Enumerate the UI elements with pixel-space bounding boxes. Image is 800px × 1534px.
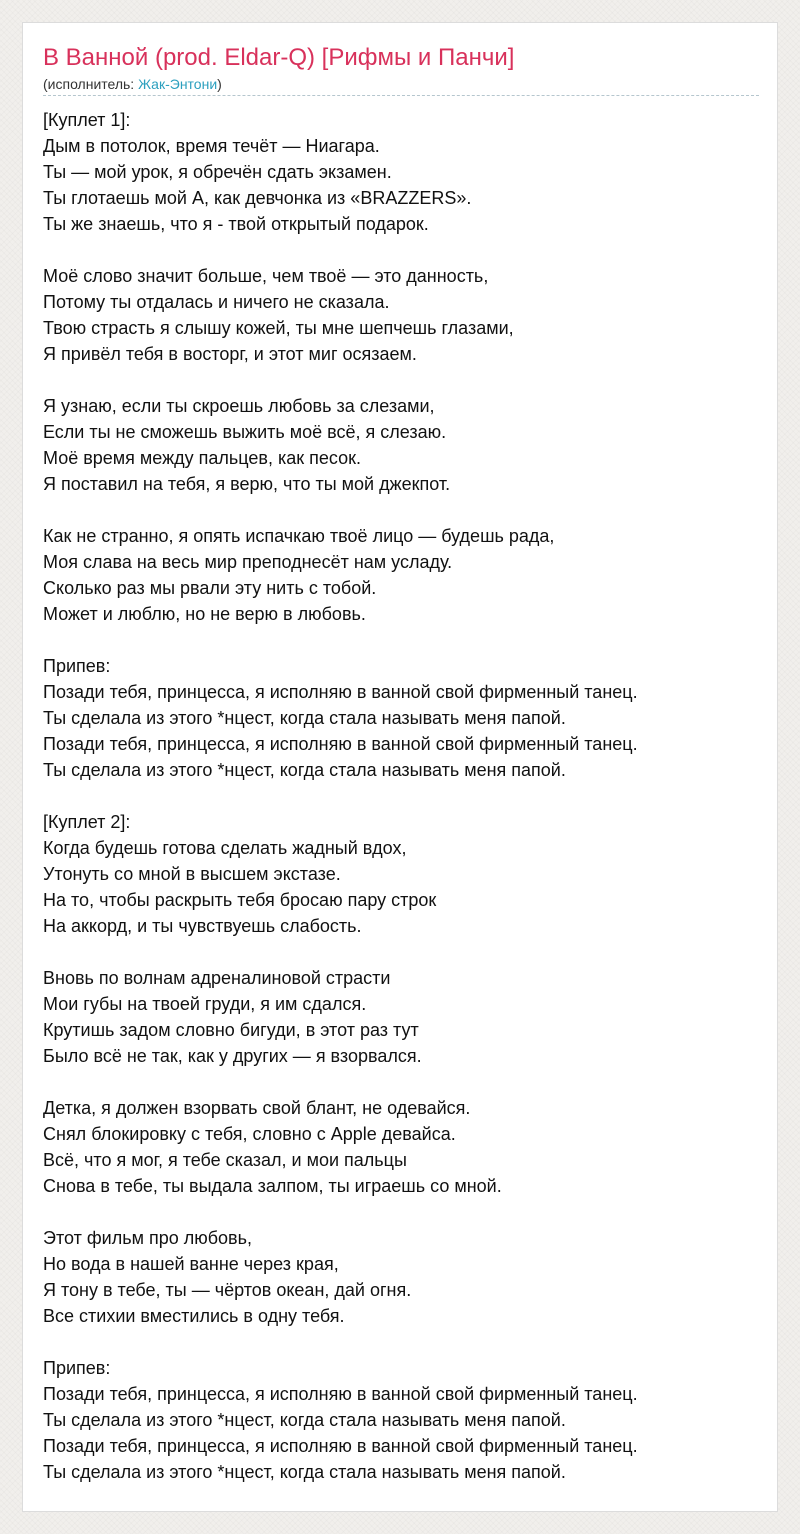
artist-prefix: (исполнитель: [43,76,139,92]
lyric-line: Моё время между пальцев, как песок. [43,448,361,468]
lyrics-stanza [43,1095,763,1199]
lyric-line: Этот фильм про любовь, [43,1228,252,1248]
lyric-line: Моё слово значит больше, чем твоё — это данность, [43,266,489,286]
lyric-line: Я тону в тебе, ты — чёртов океан, дай огня. [43,1280,412,1300]
lyric-line: Все стихии вместились в одну тебя. [43,1306,345,1326]
lyric-line: Если ты не сможешь выжить моё всё, я слезаю. [43,422,447,442]
lyric-line: Твою страсть я слышу кожей, ты мне шепчешь глазами, [43,318,514,338]
lyric-line: Может и люблю, но не верю в любовь. [43,604,366,624]
lyric-line: Позади тебя, принцесса, я исполняю в ванной свой фирменный танец. [43,734,638,754]
lyric-line: Позади тебя, принцесса, я исполняю в ванной свой фирменный танец. [43,1384,638,1404]
lyric-line: Было всё не так, как у других — я взорвался. [43,1046,422,1066]
lyric-line: [Куплет 2]: [43,812,131,832]
lyric-line: На то, чтобы раскрыть тебя бросаю пару строк [43,890,437,910]
lyric-line: Ты же знаешь, что я - твой открытый подарок. [43,214,429,234]
lyric-line: Всё, что я мог, я тебе сказал, и мои пальцы [43,1150,407,1170]
lyric-line: Вновь по волнам адреналиновой страсти [43,968,391,988]
lyric-line: Потому ты отдалась и ничего не сказала. [43,292,390,312]
lyric-line: [Куплет 1]: [43,110,131,130]
lyric-line: Крутишь задом словно бигуди, в этот раз тут [43,1020,419,1040]
lyric-line: Я привёл тебя в восторг, и этот миг осязаем. [43,344,417,364]
lyric-line: Позади тебя, принцесса, я исполняю в ванной свой фирменный танец. [43,682,638,702]
artist-suffix: ) [217,76,222,92]
lyric-line: Утонуть со мной в высшем экстазе. [43,864,341,884]
lyric-line: Когда будешь готова сделать жадный вдох, [43,838,407,858]
lyric-line: Снял блокировку с тебя, словно с Apple девайса. [43,1124,456,1144]
lyric-line: Мои губы на твоей груди, я им сдался. [43,994,367,1014]
lyrics-stanza [43,107,763,237]
lyric-line: Я узнаю, если ты скроешь любовь за слезами, [43,396,435,416]
lyrics-stanza [43,965,763,1069]
lyric-line: Позади тебя, принцесса, я исполняю в ванной свой фирменный танец. [43,1436,638,1456]
lyrics-stanza [43,653,763,783]
artist-line [43,74,759,96]
lyric-line: Ты сделала из этого *нцест, когда стала называть меня папой. [43,1462,566,1482]
lyrics-stanza [43,1355,763,1485]
lyrics-stanza [43,263,763,367]
lyric-line: Но вода в нашей ванне через края, [43,1254,339,1274]
lyrics-card [22,22,778,1512]
lyric-line: Ты сделала из этого *нцест, когда стала называть меня папой. [43,760,566,780]
lyric-line: Дым в потолок, время течёт — Ниагара. [43,136,380,156]
lyrics-stanza [43,809,763,939]
lyric-line: Детка, я должен взорвать свой блант, не одевайся. [43,1098,471,1118]
lyrics-body [43,107,763,1511]
lyric-line: Я поставил на тебя, я верю, что ты мой джекпот. [43,474,451,494]
lyric-line: Снова в тебе, ты выдала залпом, ты играешь со мной. [43,1176,502,1196]
lyric-line: Ты — мой урок, я обречён сдать экзамен. [43,162,392,182]
lyric-line: На аккорд, и ты чувствуешь слабость. [43,916,362,936]
lyric-line: Ты глотаешь мой А, как девчонка из «BRAZZERS». [43,188,472,208]
lyrics-stanza [43,1225,763,1329]
lyric-line: Ты сделала из этого *нцест, когда стала называть меня папой. [43,708,566,728]
lyric-line: Как не странно, я опять испачкаю твоё лицо — будешь рада, [43,526,555,546]
lyric-line: Сколько раз мы рвали эту нить с тобой. [43,578,377,598]
song-title: В Ванной (prod. Eldar-Q) [Рифмы и Панчи] [43,44,515,71]
lyric-line: Моя слава на весь мир преподнесёт нам усладу. [43,552,453,572]
lyric-line: Ты сделала из этого *нцест, когда стала называть меня папой. [43,1410,566,1430]
lyrics-stanza [43,523,763,627]
lyric-line: Припев: [43,656,111,676]
artist-link[interactable]: Жак-Энтони [138,76,218,92]
lyrics-stanza [43,393,763,497]
lyric-line: Припев: [43,1358,111,1378]
